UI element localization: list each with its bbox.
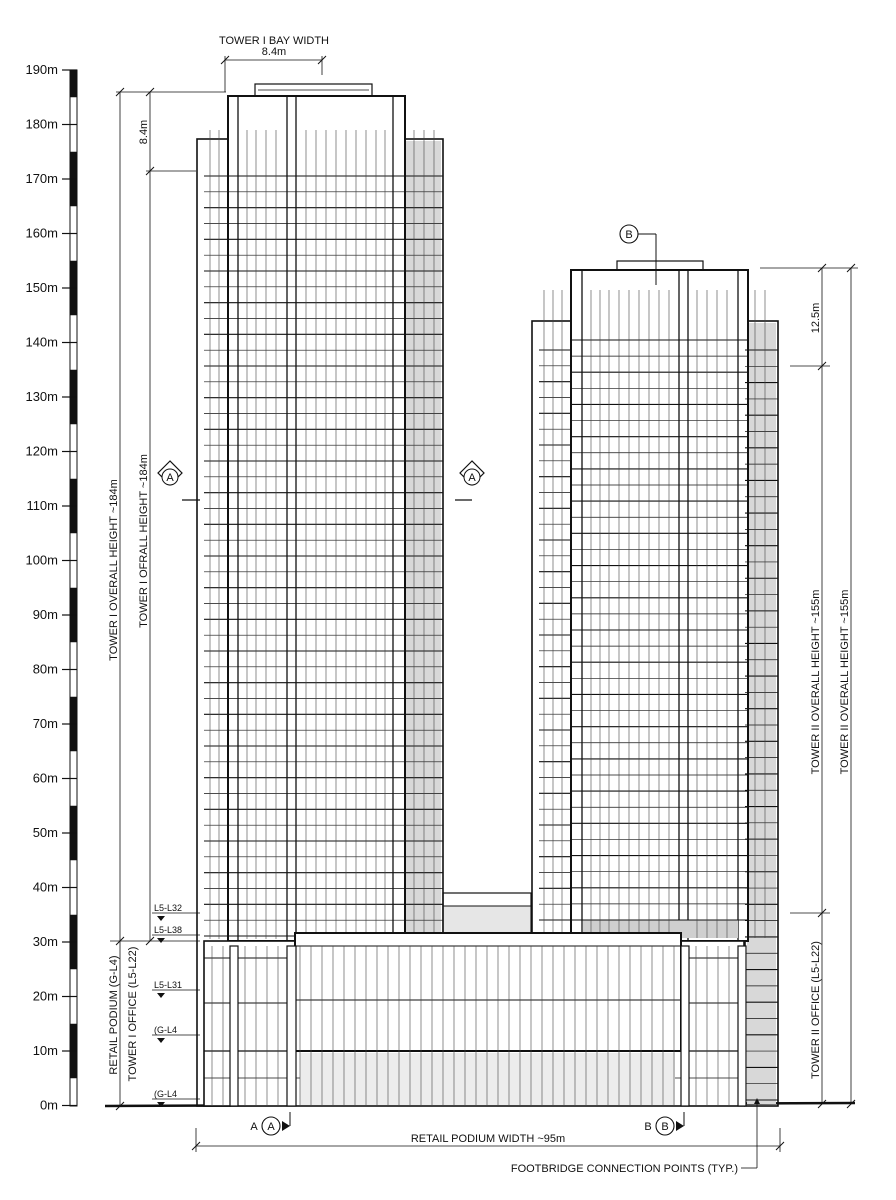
scale-segment [70, 479, 77, 506]
scale-tick-label: 170m [25, 171, 58, 186]
scale-tick-label: 40m [32, 879, 58, 895]
scale-tick-label: 50m [32, 825, 58, 840]
tower-2-east-shade [747, 323, 776, 1104]
level-tag-2: L5-L38 [154, 925, 183, 935]
scale-tick-label: 80m [32, 661, 58, 677]
scale-segment [70, 615, 77, 642]
podium-central-box [295, 933, 681, 1051]
scale-tick-label: 140m [25, 334, 58, 350]
footbridge-label: FOOTBRIDGE CONNECTION POINTS (TYP.) [510, 1163, 738, 1175]
podium-width-label: RETAIL PODIUM WIDTH ~95m [410, 1133, 566, 1145]
tower-1-overall-height-inner: TOWER I OFRALL HEIGHT ~184m [138, 454, 150, 628]
scale-segment [70, 152, 77, 179]
scale-tick-label: 70m [32, 716, 58, 731]
scale-tick-label: 90m [32, 607, 58, 622]
scale-tick-label: 160m [25, 225, 58, 241]
tower-1-shaft [228, 96, 405, 941]
section-mark-a-left: A [166, 472, 174, 484]
podium-pier-3 [681, 946, 689, 1106]
retail-podium [204, 933, 746, 1106]
retail-podium-label: RETAIL PODIUM (G-L4) [108, 955, 120, 1075]
scale-segment [70, 724, 77, 751]
scale-segment [70, 833, 77, 860]
level-tag-1: L5-L32 [154, 903, 183, 913]
scale-segment [70, 1051, 77, 1078]
scale-tick-label: 180m [25, 116, 58, 132]
scale-tick-label: 120m [25, 443, 58, 459]
tower-1-overall-height-outer: TOWER I OVERALL HEIGHT ~184m [108, 479, 120, 661]
scale-tick-label: 10m [32, 1043, 58, 1058]
section-mark-a-right: A [468, 472, 476, 484]
section-mark-b-top: B [625, 229, 633, 241]
tower-1-crown-dim: 8.4m [138, 119, 150, 145]
scale-segment [70, 261, 77, 288]
tower-2-overall-height-inner: TOWER II OVERALL HEIGHT ~155m [810, 589, 822, 775]
level-tag-5: (G-L4 [154, 1089, 178, 1099]
podium-pier-2 [287, 946, 296, 1106]
scale-segment [70, 179, 77, 206]
tower-1-east-shade [406, 141, 441, 937]
scale-segment [70, 697, 77, 724]
tower-2-shaft [571, 270, 748, 941]
scale-tick-label: 130m [25, 389, 58, 404]
scale-tick-label: 30m [32, 934, 58, 949]
scale-segment [70, 806, 77, 833]
podium-pier-1 [230, 946, 238, 1106]
scale-segment [70, 588, 77, 615]
scale-segment [70, 915, 77, 942]
level-tag-3: L5-L31 [154, 980, 183, 990]
scale-tick-label: 100m [25, 552, 58, 568]
level-tag-4: (G-L4 [154, 1025, 178, 1035]
scale-segment [70, 1024, 77, 1051]
scale-segment [70, 397, 77, 424]
tower-1-bay-width-value: 8.4m [261, 46, 287, 58]
scale-tick-label: 110m [26, 498, 58, 513]
scale-tick-label: 20m [32, 988, 58, 1004]
tower-1-office-label: TOWER I OFFICE (L5-L22) [127, 946, 139, 1082]
tower-2-crown-dim: 12.5m [810, 302, 822, 334]
section-mark-a-bottom: A [267, 1121, 275, 1133]
tower-2-overall-height-outer: TOWER II OVERALL HEIGHT ~155m [839, 589, 851, 775]
scale-tick-label: 190m [25, 62, 58, 77]
section-mark-b-bottom: B [661, 1121, 669, 1133]
section-mark-a-bottom-outer: A [250, 1121, 258, 1133]
section-mark-b-bottom-outer: B [644, 1121, 652, 1133]
scale-segment [70, 506, 77, 533]
scale-segment [70, 70, 77, 97]
scale-segment [70, 370, 77, 397]
scale-tick-label: 0m [39, 1097, 58, 1113]
podium-pier-4 [738, 946, 746, 1106]
scale-tick-label: 150m [25, 280, 58, 295]
tower-1-bay-width-title: TOWER I BAY WIDTH [218, 35, 330, 47]
scale-tick-label: 60m [32, 770, 58, 786]
scale-segment [70, 942, 77, 969]
scale-segment [70, 288, 77, 315]
tower-2-office-label: TOWER II OFFICE (L5-L22) [810, 941, 822, 1079]
